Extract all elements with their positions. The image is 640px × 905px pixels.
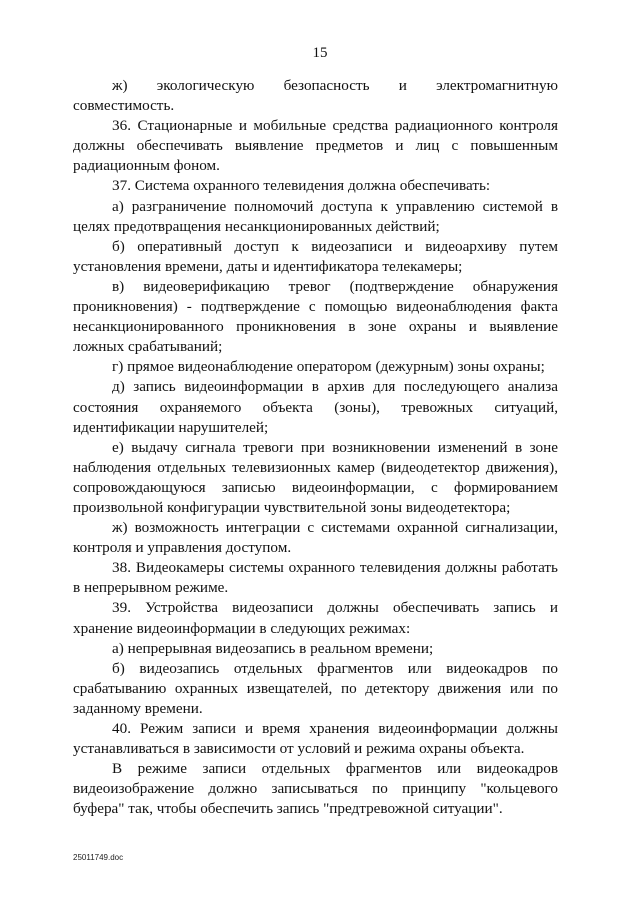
- list-item-37g: г) прямое видеонаблюдение оператором (дежурным) зоны охраны;: [112, 358, 545, 376]
- paragraph-37: 37. Система охранного телевидения должна обеспечивать:: [112, 177, 491, 195]
- paragraph-36: 36. Стационарные и мобильные средства радиационного контроля должны обеспечивать выявление предметов и лиц с повышенным радиационным фоном.: [73, 117, 558, 175]
- list-item-39a: а) непрерывная видеозапись в реальном времени;: [112, 639, 434, 657]
- page-number: 15: [312, 45, 328, 61]
- paragraph-39: 39. Устройства видеозаписи должны обеспечивать запись и хранение видеоинформации в следующих режимах:: [73, 599, 558, 637]
- document-body: [73, 76, 558, 819]
- list-item-37b: б) оперативный доступ к видеозаписи и видеоархиву путем установления времени, даты и идентификатора телекамеры;: [73, 237, 558, 275]
- list-item-37d: д) запись видеоинформации в архив для последующего анализа состояния охраняемого объекта (зоны), тревожных ситуаций, идентификации нарушителей;: [73, 378, 558, 436]
- footer-filename: 25011749.doc: [73, 853, 124, 862]
- list-item-39b: б) видеозапись отдельных фрагментов или видеокадров по срабатыванию охранных извещателей, по детектору движения или по заданному времени.: [73, 659, 558, 717]
- paragraph-38: 38. Видеокамеры системы охранного телевидения должны работать в непрерывном режиме.: [73, 559, 558, 597]
- paragraph-40: 40. Режим записи и время хранения видеоинформации должны устанавливаться в зависимости от условий и режима охраны объекта.: [73, 720, 558, 758]
- list-item-37v: в) видеоверификацию тревог (подтверждение обнаружения проникновения) - подтверждение с помощью видеонаблюдения факта несанкционированного проникновения в зоне охраны и выявление ложных срабатываний;: [73, 277, 558, 356]
- paragraph-buffer: В режиме записи отдельных фрагментов или видеокадров видеоизображение должно записываться по принципу "кольцевого буфера" так, чтобы обеспечить запись "предтревожной ситуации".: [73, 760, 558, 818]
- list-item-37zh: ж) возможность интеграции с системами охранной сигнализации, контроля и управления доступом.: [73, 519, 558, 557]
- list-item-37a: а) разграничение полномочий доступа к управлению системой в целях предотвращения несанкционированных действий;: [73, 197, 558, 235]
- paragraph-ecology: ж) экологическую безопасность и электромагнитную совместимость.: [73, 77, 558, 115]
- list-item-37e: е) выдачу сигнала тревоги при возникновении изменений в зоне наблюдения отдельных телевизионных камер (видеодетектор движения), сопровождающуюся записью видеоинформации, с формированием произвольной конфигурации чувствительной зоны видеодетектора;: [73, 438, 558, 516]
